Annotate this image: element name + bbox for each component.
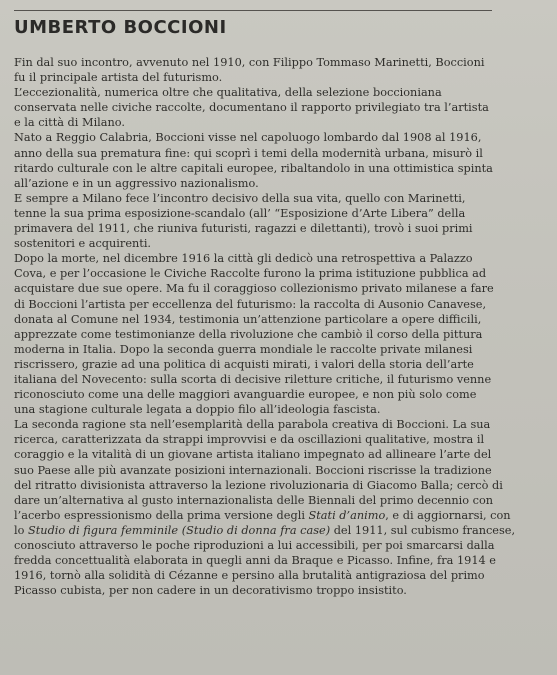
text-run: suo Paese alle più avanzate posizioni internazionali. Boccioni riscrisse la tradizione (14, 463, 492, 477)
text-line (14, 417, 502, 432)
text-run: moderna in Italia. Dopo la seconda guerra mondiale le raccolte private milanesi (14, 342, 473, 356)
text-run: e la città di Milano. (14, 116, 125, 130)
paragraph (14, 130, 502, 190)
text-run: l’acerbo espressionismo della prima versione degli (14, 508, 309, 522)
text-run: una stagione culturale legata a doppio filo all’ideologia fascista. (14, 403, 381, 417)
text-run: coraggio e la vitalità di un giovane artista italiano impegnato ad allineare l’arte del (14, 448, 492, 462)
text-run: riconosciuto come una delle maggiori avanguardie europee, e non più solo come (14, 388, 477, 402)
text-run: E sempre a Milano fece l’incontro decisivo della sua vita, quello con Marinetti, (14, 191, 466, 205)
top-rule-divider (14, 10, 492, 11)
text-run: del ritratto divisionista attraverso la lezione rivoluzionaria di Giacomo Balla; cercò di (14, 478, 503, 492)
text-line (14, 327, 502, 342)
text-line (14, 146, 502, 161)
text-run: Picasso cubista, per non cadere in un decorativismo troppo insistito. (14, 584, 407, 598)
text-run: apprezzate come testimonianze della rivoluzione che cambiò il corso della pittura (14, 327, 483, 341)
text-line (14, 583, 502, 598)
text-run: , e di aggiornarsi, con (385, 508, 511, 522)
text-line (14, 100, 502, 115)
text-line (14, 191, 502, 206)
text-run: Cova, e per l’occasione le Civiche Raccolte furono la prima istituzione pubblica ad (14, 267, 487, 281)
panel-body-text (14, 55, 516, 598)
text-line (14, 432, 502, 447)
text-run: di Boccioni l’artista per eccellenza del futurismo: la raccolta di Ausonio Canavese, (14, 297, 487, 311)
artwork-title-text: Stati d’animo (308, 508, 386, 522)
text-line (14, 251, 502, 266)
text-run: conservata nelle civiche raccolte, documentano il rapporto privilegiato tra l’artista (14, 101, 489, 115)
text-line (14, 508, 511, 523)
text-run: Nato a Reggio Calabria, Boccioni visse nel capoluogo lombardo dal 1908 al 1916, (14, 131, 482, 145)
text-run: del 1911, sul cubismo francese, (330, 523, 516, 537)
artwork-title-text: Studio di figura femminile (Studio di donna fra case) (28, 523, 331, 537)
text-line (14, 70, 502, 85)
text-line (14, 342, 502, 357)
text-line (14, 357, 502, 372)
text-line (14, 478, 502, 493)
text-line (14, 115, 502, 130)
text-line (14, 493, 502, 508)
text-run: sostenitori e acquirenti. (14, 237, 152, 251)
text-run: 1916, tornò alla solidità di Cézanne e persino alla brutalità antigraziosa del primo (14, 569, 485, 583)
text-line (14, 372, 502, 387)
text-line (14, 523, 516, 538)
text-line (14, 55, 502, 70)
text-line (14, 538, 502, 553)
text-run: dare un’alternativa al gusto internazionalista delle Biennali del primo decennio con (14, 493, 494, 507)
text-line (14, 553, 502, 568)
text-run: conosciuto attraverso le poche riproduzioni a lui accessibili, per poi smarcarsi dalla (14, 539, 495, 552)
text-run: acquistare due sue opere. Ma fu il coraggioso collezionismo privato milanese a fare (14, 282, 494, 296)
text-run: La seconda ragione sta nell’esemplarità della parabola creativa di Boccioni. La sua (14, 418, 491, 432)
text-run: lo (14, 523, 29, 537)
text-line (14, 463, 502, 478)
text-run: italiana del Novecento: sulla scorta di decisive riletture critiche, il futurismo venne (14, 372, 492, 386)
text-run: ricerca, caratterizzata da strappi improvvisi e da oscillazioni qualitative, mostra il (14, 433, 485, 447)
paragraph (14, 55, 502, 85)
text-line (14, 176, 502, 191)
paragraph (14, 191, 502, 251)
text-line (14, 447, 502, 462)
text-line (14, 85, 502, 100)
text-line (14, 312, 502, 327)
text-line (14, 266, 502, 281)
text-run: ritardo culturale con le altre capitali europee, ribaltandolo in una ottimistica spinta (14, 161, 493, 175)
text-run: Dopo la morte, nel dicembre 1916 la città gli dedicò una retrospettiva a Palazzo (14, 252, 473, 266)
text-run: Fin dal suo incontro, avvenuto nel 1910, con Filippo Tommaso Marinetti, Boccioni (14, 56, 485, 69)
text-line (14, 297, 502, 312)
text-run: tenne la sua prima esposizione-scandalo (all’ “Esposizione d’Arte Libera” della (14, 206, 466, 220)
text-line (14, 236, 502, 251)
text-line (14, 281, 502, 296)
text-run: anno della sua prematura fine: qui scoprì i temi della modernità urbana, misurò il (14, 146, 483, 160)
panel-title: UMBERTO BOCCIONI (14, 17, 227, 38)
text-line (14, 402, 502, 417)
paragraph (14, 251, 502, 417)
paragraph (14, 85, 502, 130)
text-line (14, 221, 502, 236)
text-run: fredda concettualità elaborata in quegli anni da Braque e Picasso. Infine, fra 1914 e (14, 554, 496, 568)
text-run: riscrissero, grazie ad una politica di acquisti mirati, i valori della storia dell’arte (14, 357, 474, 371)
text-line (14, 387, 502, 402)
text-run: fu il principale artista del futurismo. (14, 71, 223, 85)
text-line (14, 161, 502, 176)
text-line (14, 206, 502, 221)
text-run: donata al Comune nel 1934, testimonia un’attenzione particolare a opere difficili, (14, 312, 482, 326)
text-run: primavera del 1911, che riuniva futuristi, ragazzi e dilettanti), trovò i suoi primi (14, 222, 473, 236)
text-run: L’eccezionalità, numerica oltre che qualitativa, della selezione boccioniana (14, 86, 442, 100)
paragraph (14, 417, 516, 598)
text-line (14, 130, 502, 145)
text-line (14, 568, 502, 583)
text-run: all’azione e in un aggressivo nazionalismo. (14, 176, 259, 190)
